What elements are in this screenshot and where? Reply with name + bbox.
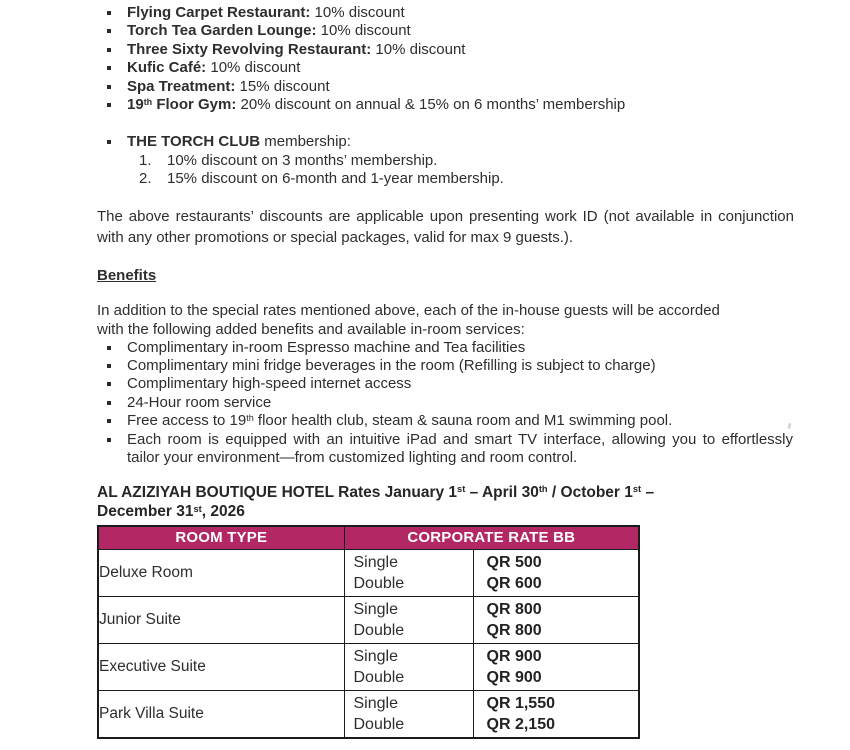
benefits-heading: Benefits [97,266,157,284]
list-item-text: 24-Hour room service [127,393,272,411]
list-item-text: Complimentary high-speed internet access [127,375,412,393]
item-detail: 10% discount [375,40,466,58]
occupancy-cell [344,690,473,738]
benefits-intro: In addition to the special rates mentioned above, each of the in-house guests will be accorded with the following added benefits and available in-room services: [97,301,720,338]
torch-club-name: THE TORCH CLUB [127,133,261,151]
rate-line: QR 800 [486,600,542,618]
occupancy-line: Single [353,553,398,571]
occupancy-line: Double [353,668,405,686]
item-detail: 15% discount [239,77,330,95]
list-item-text [127,59,300,77]
bullet-square-icon [107,419,111,423]
bullet-square-icon [107,401,111,405]
occupancy-line: Single [353,600,398,618]
list-item-text [127,133,351,151]
list-item-text [127,22,411,40]
rate-line: QR 900 [486,647,542,665]
list-item [97,170,793,188]
list-item-text: Each room is equipped with an intuitive iPad and smart TV interface, allowing you to effortlessly tailor your environment—from customized lighting and room control. [127,430,793,467]
bullet-square-icon [107,364,111,368]
bullet-square-icon [107,29,111,33]
occupancy-cell [344,549,473,596]
item-detail: 20% discount on annual & 15% on 6 months’ membership [240,96,626,114]
bullet-square-icon [107,438,111,442]
table-header-room-type: ROOM TYPE [98,526,344,550]
list-item-text [127,41,465,59]
rate-line: QR 900 [486,668,542,686]
list-item-text: 10% discount on 3 months’ membership. [167,151,438,169]
discount-list [97,4,793,114]
occupancy-cell [344,643,473,690]
occupancy-line: Double [353,715,405,733]
occupancy-line: Double [353,621,405,639]
bullet-square-icon [107,66,111,70]
list-item-text: Complimentary in-room Espresso machine and Tea facilities [127,338,526,356]
room-type-cell: Executive Suite [98,643,344,690]
rate-line: QR 800 [486,621,542,639]
list-item-text: Free access to 19th floor health club, steam & sauna room and M1 swimming pool. [127,412,673,430]
occupancy-line: Single [353,647,398,665]
list-item [97,412,793,430]
bullet-square-icon [107,85,111,89]
torch-club-suffix: membership: [260,133,351,151]
rate-line: QR 2,150 [486,715,555,733]
rate-cell [473,596,639,643]
rate-cell [473,549,639,596]
torch-club-bullet [97,133,793,151]
rate-line: QR 600 [486,574,542,592]
list-item [97,4,793,22]
occupancy-line: Single [353,694,398,712]
room-type-cell: Junior Suite [98,596,344,643]
list-item [97,394,793,412]
item-name: Three Sixty Revolving Restaurant: [127,40,372,58]
table-row [98,643,639,690]
rate-cell [473,690,639,738]
bullet-square-icon [107,103,111,107]
benefits-list [97,339,793,468]
table-header-corporate-rate: CORPORATE RATE BB [344,526,639,550]
table-row [98,690,639,738]
list-item-text [127,96,625,114]
rates-heading: AL AZIZIYAH BOUTIQUE HOTEL Rates January 1st – April 30th / October 1st – December 31st, 2026 [97,483,655,520]
list-item [97,41,793,59]
bullet-square-icon [107,346,111,350]
list-item [97,59,793,77]
list-item [97,96,793,114]
item-name: Flying Carpet Restaurant: [127,4,311,21]
item-name: Spa Treatment: [127,77,236,95]
item-name: 19th Floor Gym: [127,96,237,114]
table-row [98,596,639,643]
bullet-square-icon [107,382,111,386]
torch-club-numbered-list [97,152,793,189]
list-item [97,357,793,375]
occupancy-line: Double [353,574,405,592]
item-name: Kufic Café: [127,59,207,77]
list-item [97,431,793,468]
occupancy-cell [344,596,473,643]
room-type-cell: Deluxe Room [98,549,344,596]
table-header-row [98,526,639,550]
list-item [97,152,793,170]
rates-table [97,525,640,739]
rate-line: QR 500 [486,553,542,571]
list-item [97,78,793,96]
bullet-square-icon [107,11,111,15]
bullet-square-icon [107,140,111,144]
list-number: 2. [139,170,152,188]
list-item [97,375,793,393]
note-paragraph: The above restaurants’ discounts are applicable upon presenting work ID (not available in conjunction with any other promotions or special packages, valid for max 9 guests.). [97,207,794,247]
room-type-cell: Park Villa Suite [98,690,344,738]
rate-cell [473,643,639,690]
item-detail: 10% discount [320,22,411,40]
list-item-text [127,78,330,96]
bullet-square-icon [107,48,111,52]
table-row [98,549,639,596]
list-item-text: 15% discount on 6-month and 1-year membership. [167,170,504,188]
torch-club-section [97,133,793,188]
item-detail: 10% discount [314,4,405,21]
list-item [97,22,793,40]
list-number: 1. [139,151,152,169]
item-detail: 10% discount [210,59,301,77]
list-item [97,339,793,357]
list-item-text [127,4,405,22]
rate-line: QR 1,550 [486,694,555,712]
item-name: Torch Tea Garden Lounge: [127,22,317,40]
list-item [97,133,793,151]
list-item-text: Complimentary mini fridge beverages in the room (Refilling is subject to charge) [127,357,656,375]
